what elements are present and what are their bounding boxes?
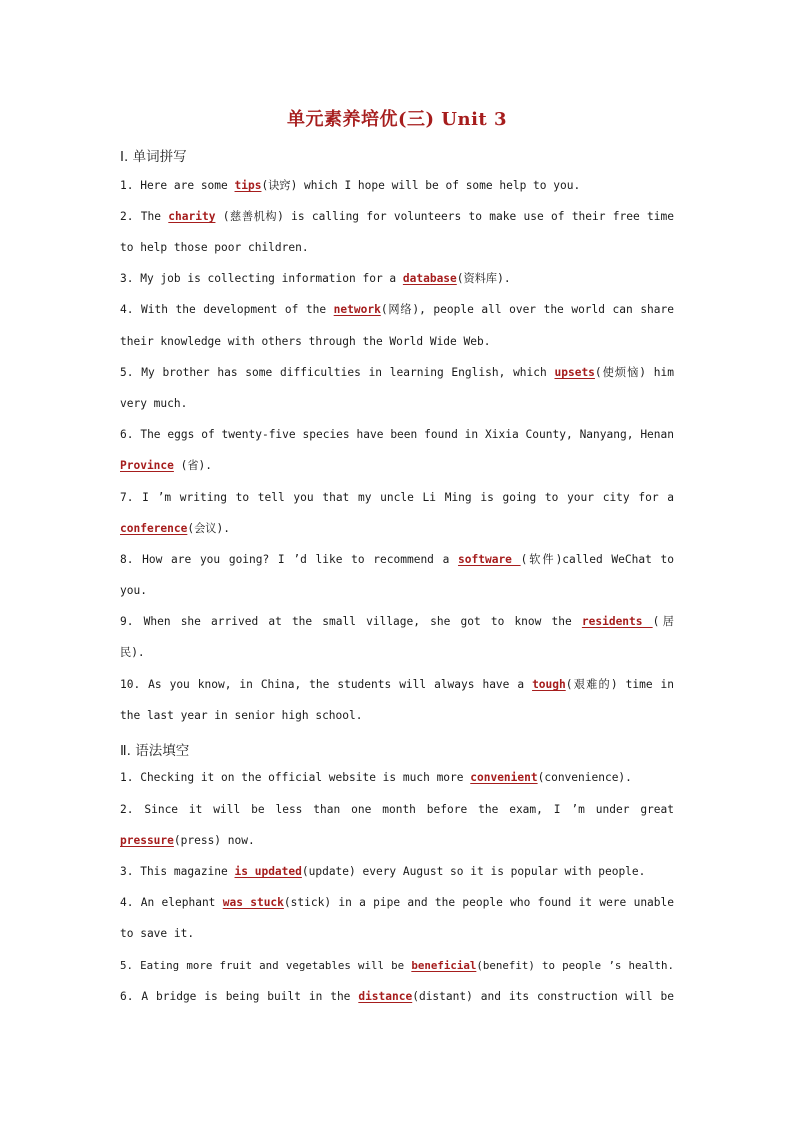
answer-text: tough [532, 678, 566, 691]
question-line [120, 677, 674, 693]
question-text: (会议). [187, 522, 230, 535]
answer-text: is updated [234, 865, 302, 878]
question-line [120, 365, 674, 381]
question-line [120, 271, 674, 287]
question-text: (艰难的) time in [565, 678, 674, 691]
answer-text: was stuck [222, 896, 284, 909]
question-text: 4. With the development of the [120, 303, 334, 316]
question-line [120, 209, 674, 225]
answer-text: network [333, 303, 381, 316]
answer-text: tips [234, 179, 262, 192]
question-text: 3. My job is collecting information for a [120, 272, 403, 285]
question-line-continued: to help those poor children. [120, 241, 309, 254]
question-line [120, 864, 674, 880]
question-text: (慈善机构) is calling for volunteers to make use of their free time [215, 210, 674, 223]
question-text: (stick) in a pipe and the people who found it were unable [283, 896, 674, 909]
question-line-continued: their knowledge with others through the World Wide Web. [120, 335, 491, 348]
question-text: (benefit) to people ’s health. [476, 959, 675, 972]
answer-text: pressure [120, 834, 174, 847]
answer-text: Province [120, 459, 174, 472]
question-line: 6. The eggs of twenty-five species have been found in Xixia County, Nanyang, Henan [120, 428, 674, 441]
answer-text: convenient [470, 771, 538, 784]
question-text: (convenience). [537, 771, 632, 784]
question-line [120, 958, 674, 974]
section-heading-grammar: Ⅱ. 语法填空 [120, 743, 190, 759]
question-line-continued: 民). [120, 646, 145, 659]
question-text: 2. The [120, 210, 169, 223]
question-text: 3. This magazine [120, 865, 235, 878]
question-text: 1. Here are some [120, 179, 235, 192]
question-text: (资料库). [456, 272, 511, 285]
question-text: 10. As you know, in China, the students will always have a [120, 678, 533, 691]
question-text: 4. An elephant [120, 896, 223, 909]
answer-text: software [458, 553, 521, 566]
question-line: 2. Since it will be less than one month before the exam, I ’m under great [120, 803, 674, 816]
answer-text: conference [120, 522, 188, 535]
question-text: (使烦恼) him [594, 366, 674, 379]
question-text: (诀窍) which I hope will be of some help to you. [261, 179, 581, 192]
question-text: 8. How are you going? I ’d like to recommend a [120, 553, 459, 566]
question-line [120, 770, 674, 786]
question-line [120, 178, 674, 194]
question-line-continued: you. [120, 584, 147, 597]
question-line-continued: to save it. [120, 927, 195, 940]
question-line [120, 895, 674, 911]
question-text: (press) now. [173, 834, 255, 847]
question-line-continued [120, 458, 674, 474]
question-line-continued: the last year in senior high school. [120, 709, 363, 722]
question-line [120, 614, 674, 630]
question-text: (居 [652, 615, 674, 628]
answer-text: charity [168, 210, 216, 223]
question-text: (update) every August so it is popular with people. [301, 865, 646, 878]
question-text: 1. Checking it on the official website is much more [120, 771, 471, 784]
answer-text: beneficial [411, 959, 477, 972]
answer-text: upsets [554, 366, 595, 379]
question-line-continued [120, 521, 674, 537]
answer-text: database [402, 272, 457, 285]
question-text: (distant) and its construction will be [412, 990, 674, 1003]
question-text: 5. Eating more fruit and vegetables will be [120, 959, 412, 972]
question-line [120, 552, 674, 568]
question-text: (网络), people all over the world can share [380, 303, 674, 316]
question-text: 9. When she arrived at the small village, she got to know the [120, 615, 582, 628]
answer-text: distance [358, 990, 413, 1003]
question-line-continued [120, 833, 674, 849]
question-line: 7. I ’m writing to tell you that my uncle Li Ming is going to your city for a [120, 491, 674, 504]
question-line [120, 302, 674, 318]
question-line-continued: very much. [120, 397, 188, 410]
answer-text: residents [581, 615, 653, 628]
section-heading-spelling: Ⅰ. 单词拼写 [120, 149, 187, 165]
question-text: 5. My brother has some difficulties in learning English, which [120, 366, 555, 379]
page-title: 单元素养培优(三) Unit 3 [286, 109, 508, 130]
question-line [120, 989, 674, 1005]
question-text: (省). [173, 459, 213, 472]
question-text: 6. A bridge is being built in the [120, 990, 359, 1003]
question-text: (软件)called WeChat to [520, 553, 674, 566]
